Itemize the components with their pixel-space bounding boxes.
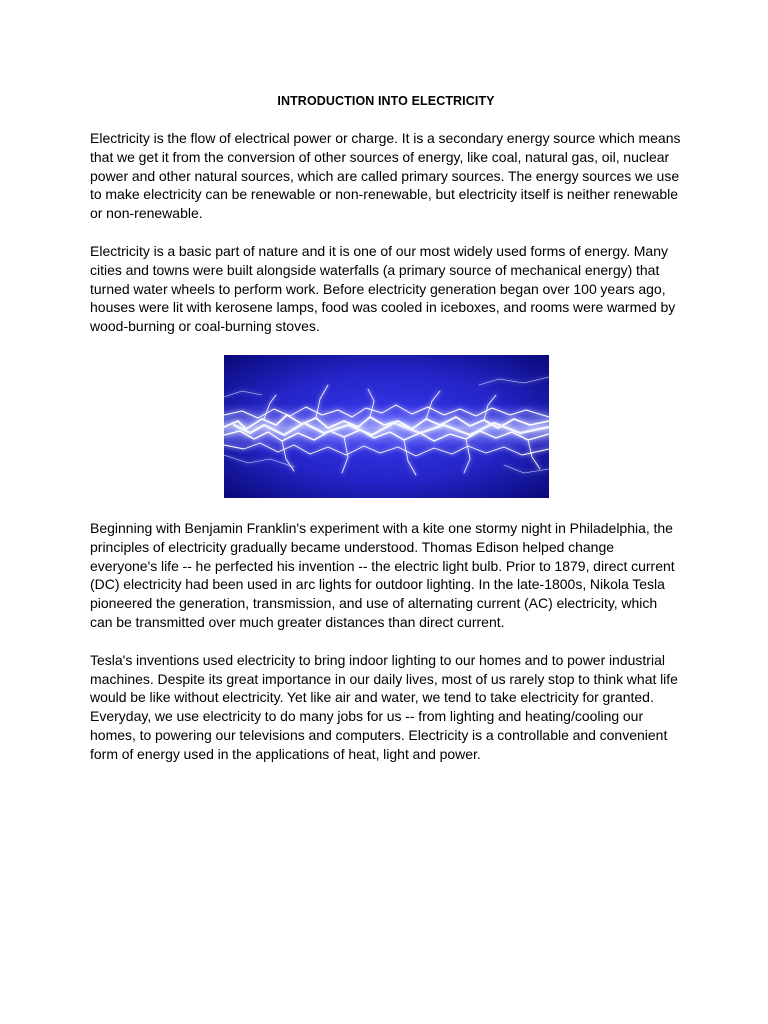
page-title: INTRODUCTION INTO ELECTRICITY xyxy=(277,94,495,108)
document-page xyxy=(90,92,682,783)
paragraph-1: Electricity is the flow of electrical power or charge. It is a secondary energy source which means that we get it from the conversion of other sources of energy, like coal, natural gas, oil, nuclear power and other natural sources, which are called primary sources. The energy sources we use to make electricity can be renewable or non-renewable, but electricity itself is neither renewable or non-renewable. xyxy=(90,130,681,222)
paragraph-4: Tesla's inventions used electricity to bring indoor lighting to our homes and to power industrial machines. Despite its great importance in our daily lives, most of us rarely stop to think what life would be like without electricity. Yet like air and water, we tend to take electricity for granted. Everyday, we use electricity to do many jobs for us -- from lighting and heating/cooling our homes, to powering our televisions and computers. Electricity is a controllable and convenient form of energy used in the applications of heat, light and power. xyxy=(90,651,678,762)
electric-arcs-icon xyxy=(224,355,549,498)
paragraph-2: Electricity is a basic part of nature and it is one of our most widely used forms of energy. Many cities and towns were built alongside waterfalls (a primary source of mechanical energy) that turned water wheels to perform work. Before electricity generation began over 100 years ago, houses were lit with kerosene lamps, food was cooled in iceboxes, and rooms were warmed by wood-burning or coal-burning stoves. xyxy=(90,242,676,335)
paragraph-3: Beginning with Benjamin Franklin's experiment with a kite one stormy night in Philadelphia, the principles of electricity gradually became understood. Thomas Edison helped change everyone's life -- he perfected his invention -- the electric light bulb. Prior to 1879, direct current (DC) electricity had been used in arc lights for outdoor lighting. In the late-1800s, Nikola Tesla pioneered the generation, transmission, and use of alternating current (AC) electricity, which can be transmitted over much greater distances than direct current. xyxy=(90,519,675,630)
lightning-image xyxy=(224,355,549,498)
